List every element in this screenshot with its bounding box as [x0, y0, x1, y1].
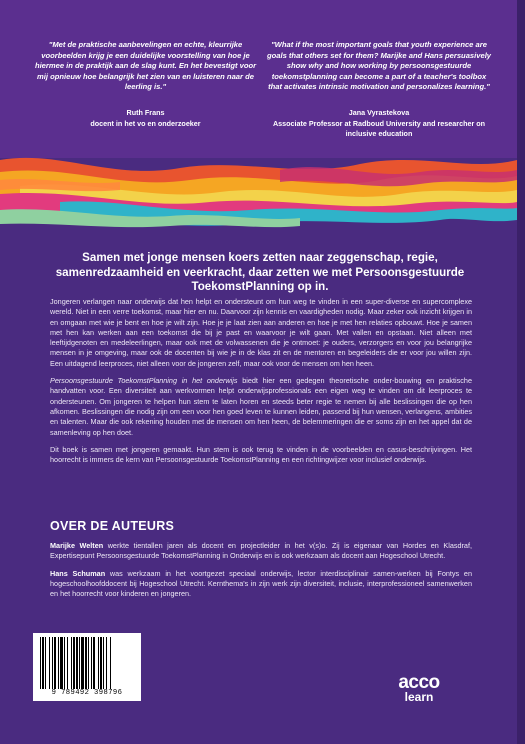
barcode-bar [106, 637, 107, 689]
authors-section [50, 541, 472, 606]
barcode-bar [76, 637, 78, 689]
barcode-bar [79, 637, 80, 689]
description-paragraph-2-text: biedt hier een gedegen theoretische onder-bouwing en praktische handvatten voor. Een diversiteit aan werkvormen helpt onderwijsprofessionals een eigen weg te vinden om dit leerproces te ondersteunen. Om jongeren te helpen hun stem te laten horen en steeds beter regie te nemen bij alle beslissingen die op hen afkomen. Beslissingen die nodig zijn om een voor hen goed leven te kunnen leiden, passend bij hun wensen, verlangens, ambities en talenten. Maar die ook rekening houden met de mensen om hen heen, de belemmeringen die er soms zijn en het appel dat de samenleving op hen doet. [50, 376, 472, 437]
author-2-text: was werkzaam in het voortgezet speciaal onderwijs, lector interdisciplinair samen-werken bij Fontys en hogeschoolhoofddocent bij Hogeschool Utrecht. Kernthema's in zijn werk zijn diversiteit, inclusie, interprofessioneel samenwerken en het hoorrecht voor kinderen en jongeren. [50, 568, 473, 599]
barcode-bar [100, 637, 102, 689]
isbn-number: 9 789492 398796 [51, 689, 123, 697]
barcode-bar [49, 637, 50, 689]
barcode-bar [40, 637, 41, 689]
barcode-bar [71, 637, 72, 689]
barcode [33, 633, 141, 701]
quote-2-text: "What if the most important goals that youth experience are goals that others set for them? Marijke and Hans persuasively show why and how working by persoonsgestuurde toekomstplanning can become a part of a teacher's toolbox that activates intrinsic motivation and personalizes learning." [266, 40, 492, 92]
quote-2-role: Associate Professor at Radboud University and researcher on inclusive education [272, 118, 486, 139]
author-2-name: Hans Schuman [50, 568, 106, 578]
spine-edge [517, 0, 525, 744]
quote-1-text: "Met de praktische aanbevelingen en echte, kleurrijke voorbeelden krijg je een duidelijke voorstelling van hoe je hiermee in de praktijk aan de slag kunt. En het bevestigt voor mij opnieuw hoe belangrijk het zien van en luisteren naar de leerling is." [34, 40, 257, 92]
barcode-bar [103, 637, 104, 689]
barcode-bar [64, 637, 65, 689]
author-2-bio [50, 569, 472, 600]
description-paragraph-1: Jongeren verlangen naar onderwijs dat hen helpt en ondersteunt om hun weg te vinden in een super-diverse en supercomplexe wereld. Niet in een verre toekomst, maar hier en nu. Daarvoor zijn kennis en vaardigheden nodig. Maar zeker ook inzicht krijgen in en omgaan met wie je bent en hoe je wilt zijn. Hoe je je laat zien aan anderen en hoe je met hen relaties opbouwt. Hoe je samen met hen kan werken aan een toekomst die bij je past en waarvoor je wilt gaan. Met vallen en opstaan. Niet alleen met leeftijdgenoten en medeleerlingen, maar ook met de volwassenen die je ontmoet: je ouders, verzorgers en voor jou belangrijke mensen in je omgeving, maar ook de docenten bij wie je in de klas zit en de mentoren en begeleiders die er voor jou willen zijn. Een uitdagend leerproces, niet alleen voor de jongeren zelf, maar ook voor de mensen om hen heen. [50, 297, 472, 368]
author-1-name: Marijke Welten [50, 541, 104, 550]
quote-1-author: Ruth Frans [126, 108, 165, 117]
barcode-bar [110, 637, 111, 689]
barcode-bar [88, 637, 89, 689]
quote-2-author: Jana Vyrastekova [348, 108, 410, 117]
author-1-text: werkte tientallen jaren als docent en projectleider in het v(s)o. Zij is eigenaar van Hordes en Klasdraf, Expertisepunt Persoonsgestuurde ToekomstPlanning in Onderwijs en is ook werkzaam als docent aan Hogeschool Utrecht. [50, 541, 472, 561]
barcode-bar [42, 637, 44, 689]
barcode-bar [58, 637, 59, 689]
author-1-bio [50, 541, 472, 562]
publisher-logo [384, 674, 454, 704]
description-paragraph-2 [50, 376, 472, 438]
quote-1-attribution [33, 108, 258, 129]
barcode-bar [52, 637, 53, 689]
barcode-bar [91, 637, 92, 689]
barcode-bar [73, 637, 75, 689]
quote-1-role: docent in het vo en onderzoeker [90, 118, 201, 128]
publisher-logo-line-1: acco [398, 672, 440, 693]
book-title-italic: Persoonsgestuurde ToekomstPlanning in het onderwijs [50, 376, 238, 386]
barcode-bars [39, 637, 135, 689]
publisher-logo-line-2: learn [404, 690, 434, 704]
barcode-bar [93, 637, 95, 689]
quotes-band [0, 0, 517, 158]
barcode-bar [60, 637, 63, 689]
description-body [50, 297, 472, 472]
quote-2-attribution [265, 108, 493, 140]
barcode-bar [85, 637, 87, 689]
authors-heading: OVER DE AUTEURS [50, 519, 175, 533]
description-paragraph-3: Dit boek is samen met jongeren gemaakt. Hun stem is ook terug te vinden in de voorbeelden en casus-beschrijvingen. Het hoorrecht is immers de kern van Persoonsgestuurde ToekomstPlanning en een richtingwijzer voor inclusief onderwijs. [50, 444, 472, 465]
barcode-bar [81, 637, 84, 689]
barcode-bar [67, 637, 68, 689]
colorful-wave-illustration [0, 150, 517, 230]
tagline: Samen met jonge mensen koers zetten naar zeggenschap, regie, samenredzaamheid en veerkracht, daar zetten we met Persoonsgestuurde ToekomstPlanning op in. [55, 251, 465, 293]
barcode-bar [98, 637, 99, 689]
barcode-bar [45, 637, 46, 689]
barcode-bar [54, 637, 56, 689]
